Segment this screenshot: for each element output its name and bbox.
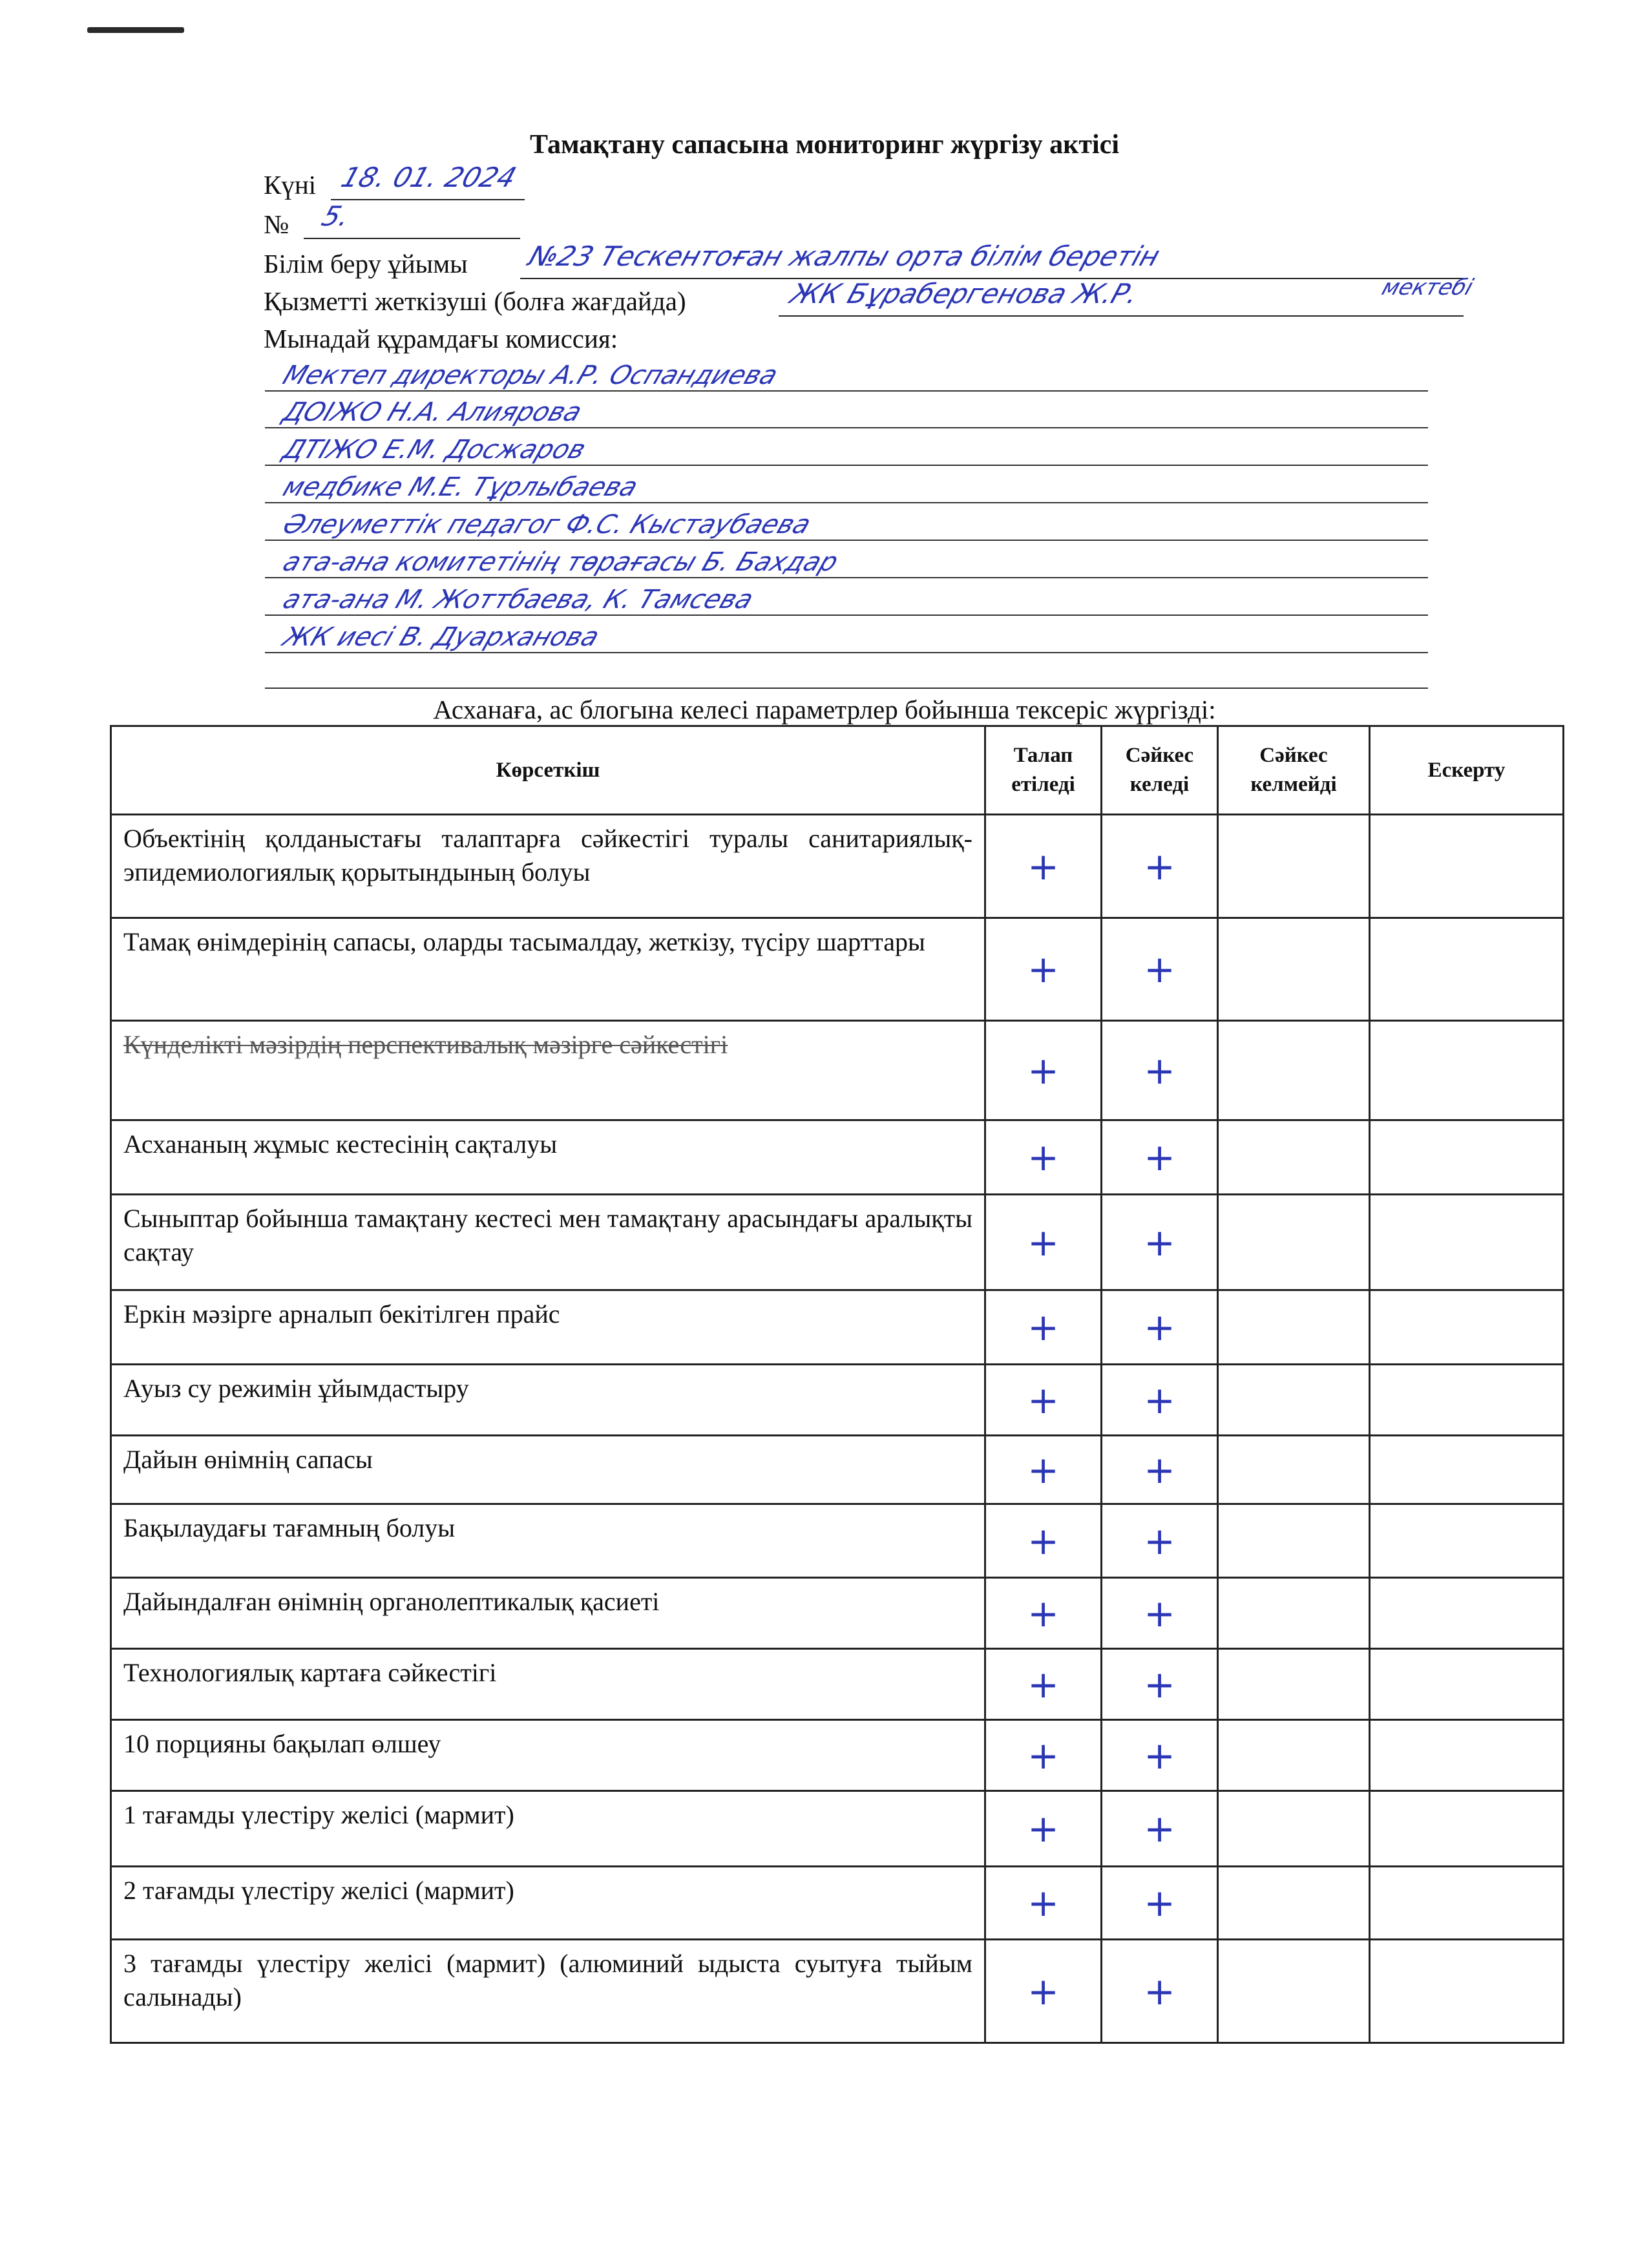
compliant-mark: + <box>1102 1365 1218 1436</box>
note-cell <box>1370 1940 1564 2043</box>
noncompliant-cell <box>1218 1578 1370 1649</box>
noncompliant-cell <box>1218 1365 1370 1436</box>
table-header-row <box>111 726 1564 815</box>
required-mark: + <box>985 1504 1102 1578</box>
compliant-mark: + <box>1102 1940 1218 2043</box>
compliant-mark: + <box>1102 1195 1218 1290</box>
table-row <box>111 1720 1564 1791</box>
indicator-cell: 3 тағамды үлестіру желісі (мармит) (алюминий ыдыста суытуға тыйым салынады) <box>111 1940 985 2043</box>
required-mark: + <box>985 1791 1102 1867</box>
commission-line <box>265 465 1428 466</box>
table-row <box>111 1436 1564 1504</box>
compliant-mark: + <box>1102 1791 1218 1867</box>
number-value: 5. <box>318 200 355 232</box>
org-value: №23 Тескентоған жалпы орта білім беретін <box>525 240 1164 272</box>
required-mark: + <box>985 1120 1102 1195</box>
commission-line <box>265 390 1428 392</box>
inspection-table <box>110 725 1564 2044</box>
note-cell <box>1370 918 1564 1021</box>
indicator-cell: 2 тағамды үлестіру желісі (мармит) <box>111 1867 985 1940</box>
note-cell <box>1370 1365 1564 1436</box>
note-cell <box>1370 1578 1564 1649</box>
note-cell <box>1370 1791 1564 1867</box>
commission-line <box>265 577 1428 578</box>
noncompliant-cell <box>1218 918 1370 1021</box>
header-note: Ескерту <box>1370 726 1564 815</box>
commission-member: ДТІЖО Е.М. Досжаров <box>278 435 590 465</box>
required-mark: + <box>985 1021 1102 1120</box>
commission-line <box>265 427 1428 428</box>
indicator-cell: Сыныптар бойынша тамақтану кестесі мен тамақтану арасындағы аралықты сақтау <box>111 1195 985 1290</box>
compliant-mark: + <box>1102 1720 1218 1791</box>
note-cell <box>1370 1720 1564 1791</box>
supplier-label: Қызметті жеткізуші (болға жағдайда) <box>264 286 686 316</box>
compliant-mark: + <box>1102 1436 1218 1504</box>
commission-member: медбике М.Е. Тұрлыбаева <box>278 472 642 502</box>
indicator-cell: 1 тағамды үлестіру желісі (мармит) <box>111 1791 985 1867</box>
indicator-cell: Технологиялық картаға сәйкестігі <box>111 1649 985 1720</box>
indicator-cell: Ауыз су режимін ұйымдастыру <box>111 1365 985 1436</box>
required-mark: + <box>985 1940 1102 2043</box>
compliant-mark: + <box>1102 1867 1218 1940</box>
noncompliant-cell <box>1218 1504 1370 1578</box>
required-mark: + <box>985 1195 1102 1290</box>
required-mark: + <box>985 1578 1102 1649</box>
table-row <box>111 815 1564 918</box>
commission-member: Мектеп директоры А.Р. Оспандиева <box>278 361 782 390</box>
commission-member: ата-ана М. Жоттбаева, К. Тамсева <box>278 585 758 614</box>
inspection-intro: Асханаға, ас блогына келесі параметрлер бойынша тексеріс жүргізді: <box>433 695 1216 724</box>
required-mark: + <box>985 1649 1102 1720</box>
date-line <box>331 199 525 200</box>
noncompliant-cell <box>1218 1021 1370 1120</box>
commission-member: ДОІЖО Н.А. Алиярова <box>278 397 586 427</box>
header-required: Талап етіледі <box>985 726 1102 815</box>
commission-member: Әлеуметтік педагог Ф.С. Кыстаубаева <box>278 510 815 540</box>
header-indicator: Көрсеткіш <box>111 726 985 815</box>
date-label: Күні <box>264 170 317 200</box>
indicator-cell: Дайын өнімнің сапасы <box>111 1436 985 1504</box>
note-cell <box>1370 1290 1564 1365</box>
table-row <box>111 1940 1564 2043</box>
number-line <box>304 238 520 239</box>
supplier-value: ЖК Бұрабергенова Ж.Р. <box>786 278 1143 310</box>
required-mark: + <box>985 1365 1102 1436</box>
table-row <box>111 1120 1564 1195</box>
required-mark: + <box>985 1867 1102 1940</box>
required-mark: + <box>985 918 1102 1021</box>
noncompliant-cell <box>1218 1940 1370 2043</box>
noncompliant-cell <box>1218 1120 1370 1195</box>
commission-label: Мынадай құрамдағы комиссия: <box>264 324 618 353</box>
commission-member: ата-ана комитетінің төрағасы Б. Бахдар <box>278 547 843 577</box>
compliant-mark: + <box>1102 1021 1218 1120</box>
note-cell <box>1370 815 1564 918</box>
note-cell <box>1370 1867 1564 1940</box>
indicator-cell: Күнделікті мәзірдің перспективалық мәзірге сәйкестігі <box>111 1021 985 1120</box>
commission-line <box>265 614 1428 616</box>
commission-line <box>265 688 1428 689</box>
note-cell <box>1370 1504 1564 1578</box>
required-mark: + <box>985 815 1102 918</box>
compliant-mark: + <box>1102 918 1218 1021</box>
commission-line <box>265 540 1428 541</box>
noncompliant-cell <box>1218 1195 1370 1290</box>
noncompliant-cell <box>1218 1290 1370 1365</box>
compliant-mark: + <box>1102 815 1218 918</box>
noncompliant-cell <box>1218 1791 1370 1867</box>
noncompliant-cell <box>1218 1867 1370 1940</box>
date-value: 18. 01. 2024 <box>337 162 521 193</box>
commission-line <box>265 652 1428 653</box>
supplier-line <box>779 315 1464 317</box>
indicator-cell: Дайындалған өнімнің органолептикалық қасиеті <box>111 1578 985 1649</box>
scan-mark <box>87 27 184 33</box>
org-label: Білім беру ұйымы <box>264 249 468 278</box>
required-mark: + <box>985 1290 1102 1365</box>
indicator-cell: Асхананың жұмыс кестесінің сақталуы <box>111 1120 985 1195</box>
number-label: № <box>264 209 289 239</box>
header-noncompliant: Сәйкес келмейді <box>1218 726 1370 815</box>
compliant-mark: + <box>1102 1120 1218 1195</box>
compliant-mark: + <box>1102 1578 1218 1649</box>
note-cell <box>1370 1436 1564 1504</box>
commission-member: ЖК иесі В. Дуарханова <box>278 622 604 652</box>
table-row <box>111 1021 1564 1120</box>
indicator-cell: Бақылаудағы тағамның болуы <box>111 1504 985 1578</box>
document-title: Тамақтану сапасына мониторинг жүргізу актісі <box>530 130 1119 160</box>
required-mark: + <box>985 1720 1102 1791</box>
indicator-cell: 10 порцияны бақылап өлшеу <box>111 1720 985 1791</box>
table-row <box>111 1791 1564 1867</box>
header-compliant: Сәйкес келеді <box>1102 726 1218 815</box>
table-row <box>111 1290 1564 1365</box>
compliant-mark: + <box>1102 1290 1218 1365</box>
indicator-cell: Еркін мәзірге арналып бекітілген прайс <box>111 1290 985 1365</box>
table-row <box>111 1578 1564 1649</box>
table-row <box>111 1867 1564 1940</box>
noncompliant-cell <box>1218 1720 1370 1791</box>
table-row <box>111 1649 1564 1720</box>
required-mark: + <box>985 1436 1102 1504</box>
note-cell <box>1370 1195 1564 1290</box>
note-cell <box>1370 1649 1564 1720</box>
note-cell <box>1370 1120 1564 1195</box>
note-cell <box>1370 1021 1564 1120</box>
table-row <box>111 918 1564 1021</box>
compliant-mark: + <box>1102 1504 1218 1578</box>
commission-line <box>265 502 1428 503</box>
table-row <box>111 1195 1564 1290</box>
noncompliant-cell <box>1218 1649 1370 1720</box>
compliant-mark: + <box>1102 1649 1218 1720</box>
table-row <box>111 1365 1564 1436</box>
noncompliant-cell <box>1218 815 1370 918</box>
supplier-extra: мектебі <box>1378 275 1476 300</box>
noncompliant-cell <box>1218 1436 1370 1504</box>
indicator-cell: Объектінің қолданыстағы талаптарға сәйкестігі туралы санитариялық-эпидемиологиялық қорытындының болуы <box>111 815 985 918</box>
table-row <box>111 1504 1564 1578</box>
indicator-cell: Тамақ өнімдерінің сапасы, оларды тасымалдау, жеткізу, түсіру шарттары <box>111 918 985 1021</box>
